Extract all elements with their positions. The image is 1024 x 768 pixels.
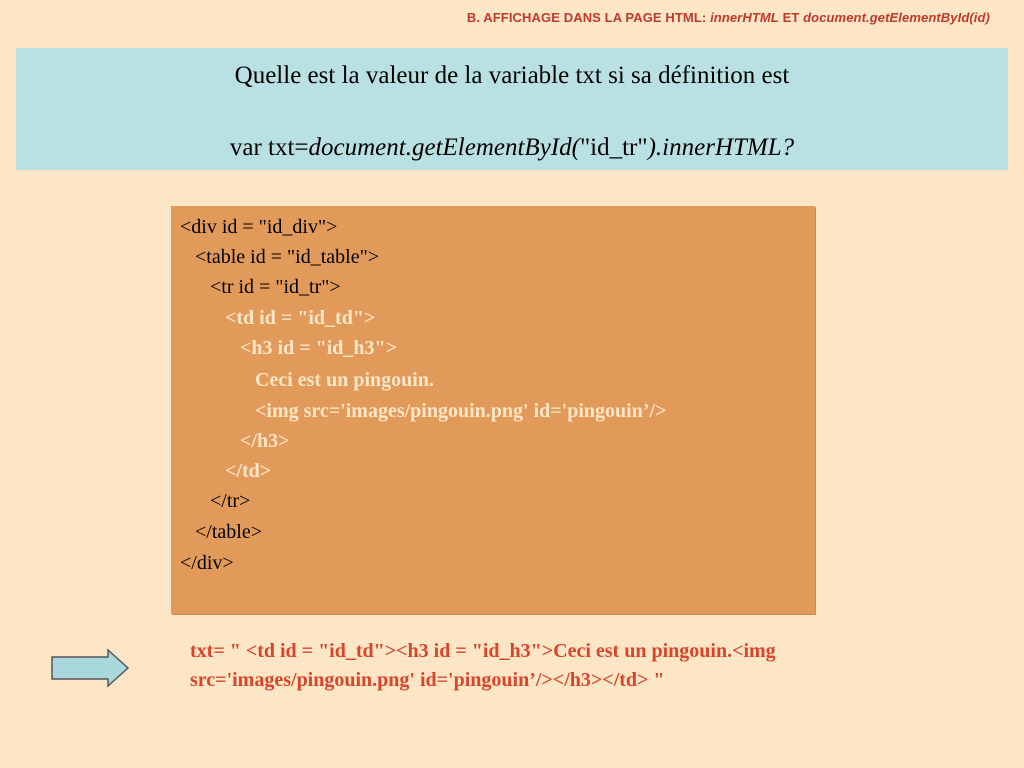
question-call: document.getElementById( xyxy=(308,134,580,161)
header-term-getelementbyid: document.getElementById(id) xyxy=(803,10,990,25)
code-line: <div id = "id_div"> xyxy=(180,216,338,238)
question-code xyxy=(16,133,1008,163)
right-arrow-icon xyxy=(50,648,130,688)
code-line-highlight: Ceci est un pingouin. xyxy=(180,369,434,391)
answer-line: txt= " <td id = "id_td"><h3 id = "id_h3">Ceci est un pingouin.<img xyxy=(190,640,776,662)
question-var: var txt= xyxy=(229,134,309,161)
answer-line: src='images/pingouin.png' id='pingouin’/></h3></td> " xyxy=(190,669,665,691)
header-middle: ET xyxy=(778,10,804,25)
code-line: <table id = "id_table"> xyxy=(180,246,380,268)
question-text: Quelle est la valeur de la variable txt si sa définition est xyxy=(234,62,790,89)
question-box xyxy=(16,48,1008,170)
header-prefix: B. AFFICHAGE DANS LA PAGE HTML: xyxy=(466,10,711,25)
question-suffix: ).innerHTML? xyxy=(647,134,795,161)
code-box xyxy=(171,206,815,614)
slide-header xyxy=(467,10,990,25)
question-arg: "id_tr" xyxy=(579,134,648,161)
code-line: </table> xyxy=(180,521,262,543)
code-line: </div> xyxy=(180,552,234,574)
code-line-highlight: </td> xyxy=(180,460,272,482)
code-line-highlight: <h3 id = "id_h3"> xyxy=(180,337,398,359)
code-line-highlight: </h3> xyxy=(180,430,290,452)
code-line-highlight: <td id = "id_td"> xyxy=(180,307,376,329)
code-line: <tr id = "id_tr"> xyxy=(180,276,341,298)
answer-text xyxy=(190,637,980,695)
code-line: </tr> xyxy=(180,490,251,512)
header-term-innerhtml: innerHTML xyxy=(710,10,779,25)
code-line-highlight: <img src='images/pingouin.png' id='pingouin’/> xyxy=(180,400,667,422)
